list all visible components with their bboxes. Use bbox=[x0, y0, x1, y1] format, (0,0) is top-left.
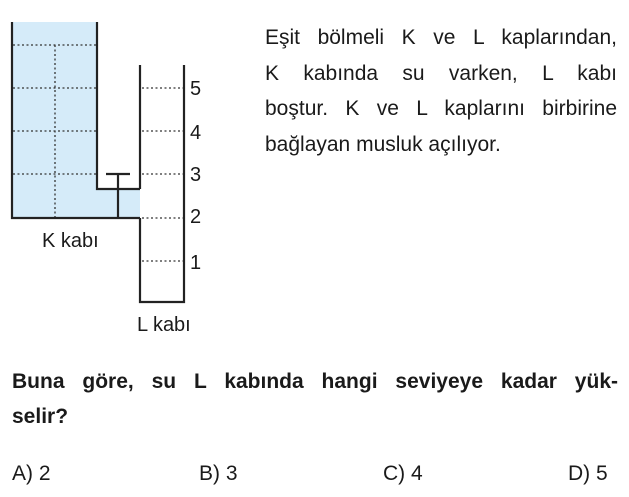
scale-tick-3: 3 bbox=[190, 164, 202, 186]
option-a[interactable]: A) 2 bbox=[12, 462, 51, 485]
scale-tick-5: 5 bbox=[190, 78, 202, 100]
l-level-lines bbox=[142, 88, 183, 261]
description-line: Eşit bölmeli K ve L kaplarından, bbox=[265, 26, 617, 49]
question-text bbox=[12, 364, 618, 434]
problem-description bbox=[265, 20, 617, 162]
description-line: K kabında su varken, L kabı bbox=[265, 61, 617, 85]
question-line: Buna göre, su L kabında hangi seviyeye kadar yük- bbox=[12, 370, 618, 393]
scale-tick-2: 2 bbox=[190, 206, 202, 228]
scale-tick-4: 4 bbox=[190, 122, 202, 144]
description-line: boştur. K ve L kaplarını birbirine bbox=[265, 97, 617, 120]
container-k-label: K kabı bbox=[42, 230, 99, 252]
l-container bbox=[140, 65, 184, 302]
option-c[interactable]: C) 4 bbox=[383, 462, 423, 485]
option-b[interactable]: B) 3 bbox=[199, 462, 238, 485]
option-d[interactable]: D) 5 bbox=[568, 462, 608, 485]
description-line: bağlayan musluk açılıyor. bbox=[265, 132, 501, 156]
container-l-label: L kabı bbox=[137, 314, 191, 336]
question-line: selir? bbox=[12, 405, 69, 428]
scale-tick-1: 1 bbox=[190, 252, 202, 274]
containers-figure bbox=[0, 0, 260, 345]
